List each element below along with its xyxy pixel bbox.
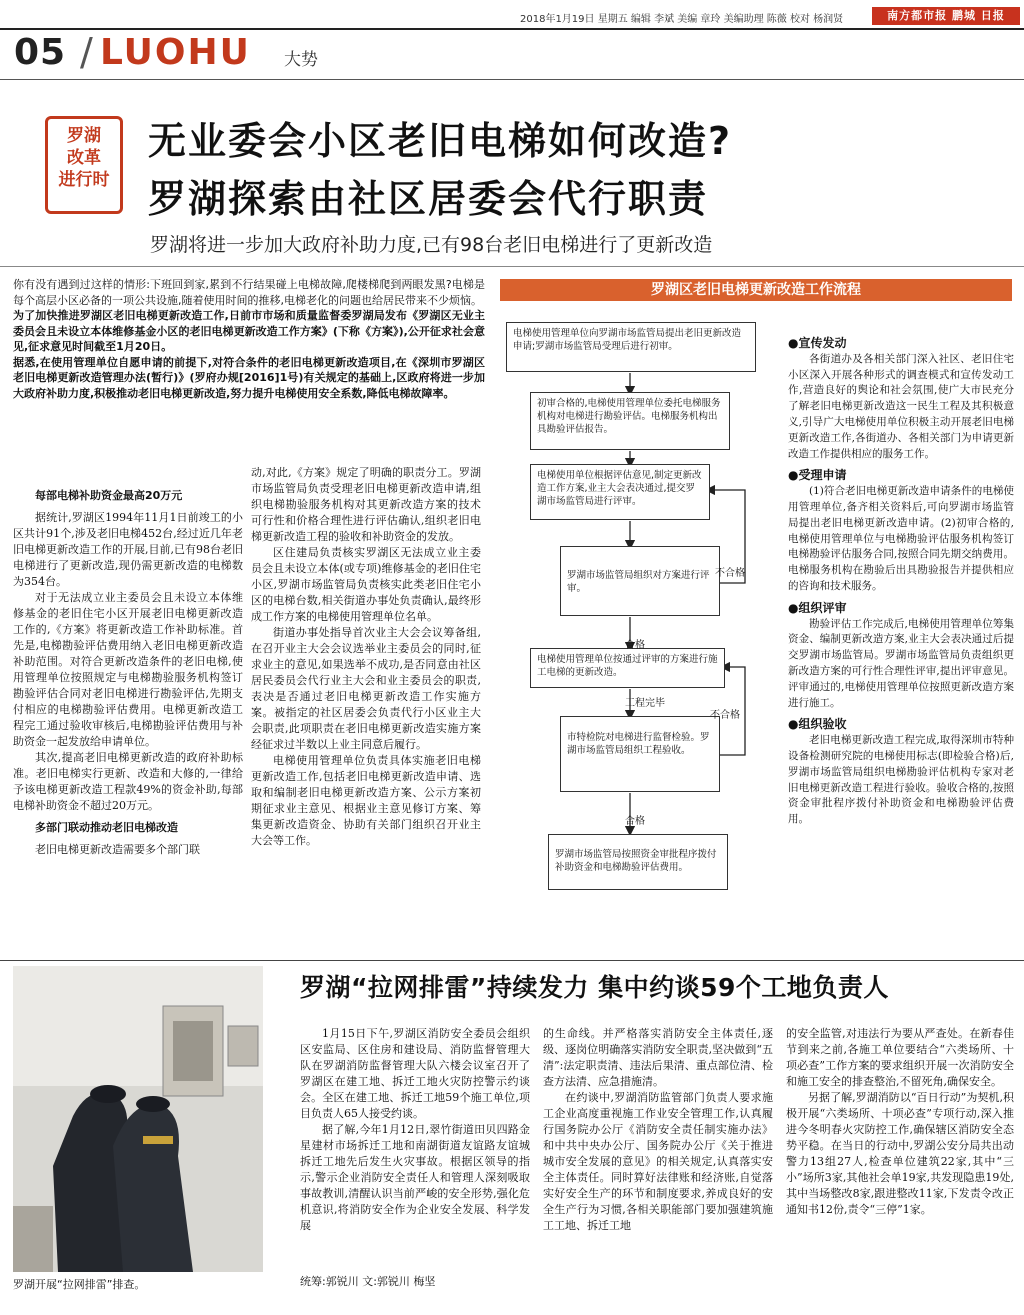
process-text: 各街道办及各相关部门深入社区、老旧住宅小区深入开展各种形式的调查模式和宣传发动工作,营造良好的舆论和社会氛围,使广大市民充分了解老旧电梯更新改造这一民生工程及其积极意义,引导广大电梯使用单位积极主动开展老旧电梯更新改造工作,各街道办、各相关部门为申请更新改造工作提供相应的服务工作。 bbox=[788, 352, 1014, 460]
body-paragraph: 区住建局负责核实罗湖区无法成立业主委员会且未设立本体(或专项)维修基金的老旧住宅小区,罗湖市场监管局负责核实此类老旧住宅小区的电梯台数,相关街道办事处负责确认,最终形成工作方案的电梯使用管理单位名单。 bbox=[251, 546, 481, 623]
subhead: 每部电梯补助资金最高20万元 bbox=[35, 489, 183, 502]
body-paragraph: 老旧电梯更新改造需要多个部门联 bbox=[35, 843, 200, 856]
body-paragraph: 街道办事处指导首次业主大会会议筹备组,在召开业主大会会议选举业主委员会的同时,征求业主的意见,如果选举不成功,是否同意由社区居民委员会代行业主大会和业主委员会的职责,表决是否通过老旧电梯更新改造工作实施方案。被指定的社区居委会负责代行小区业主大会职责,此项职责在老旧电梯更新改造实施方案经征求过半数以上业主同意后履行。 bbox=[251, 626, 481, 751]
lead-paragraph: 你有没有遇到过这样的情形:下班回到家,累到不行结果碰上电梯故障,爬楼梯爬到两眼发黑?电梯是每个高层小区必备的一项公共设施,随着使用时间的推移,电梯老化的问题也给居民带来不少烦恼。 bbox=[13, 278, 485, 307]
flow-step-payment: 罗湖市场监管局按照资金审批程序拨付补助资金和电梯勘验评估费用。 bbox=[548, 834, 728, 890]
process-heading: ●组织验收 bbox=[788, 717, 847, 732]
flow-label-pass: 合格 bbox=[625, 816, 645, 827]
headline-line-1: 无业委会小区老旧电梯如何改造? bbox=[148, 119, 733, 163]
flow-step-survey: 初审合格的,电梯使用管理单位委托电梯服务机构对电梯进行勘验评估。电梯服务机构出具勘验评估报告。 bbox=[530, 392, 730, 450]
process-heading: ●宣传发动 bbox=[788, 336, 847, 350]
body-paragraph: 另据了解,罗湖消防以“百日行动”为契机,积极开展“六类场所、十项必查”专项行动,深入推进今冬明春火灾防控工作,确保辖区消防安全态势平稳。在当日的行动中,罗湖公安分局共出动警力13组27人,检查单位建筑22家,其中“三小”场所3家,其他社会单19家,共发现隐患19处,其中当场整改8家,跟进整改11家,下发责令改正通知书12份,责令“三停”1家。 bbox=[786, 1091, 1014, 1216]
reform-seal bbox=[45, 116, 123, 214]
body-paragraph: 对于无法成立业主委员会且未设立本体维修基金的老旧住宅小区开展老旧电梯更新改造工作的,《方案》将更新改造工作补助标准。首先是,电梯勘验评估费用纳入老旧电梯更新改造补助范围。对符合更新改造条件的老旧电梯,使用管理单位按照规定与电梯勘验服务机构签订勘验评估合同对老旧电梯进行勘验评估,先期支付相应的电梯勘验评估费用。电梯更新改造工程完工通过验收审核后,电梯勘验评估费用与补助资金一起发放给申请单位。 bbox=[13, 591, 243, 748]
inspection-photo bbox=[13, 966, 263, 1272]
body-paragraph: 电梯使用管理单位负责具体实施老旧电梯更新改造工作,包括老旧电梯更新改造申请、选取和编制老旧电梯更新改造方案、公示方案初期征求业主意见、根据业主意见修订方案、筹集更新改造资金、协助有关部门组织召开业主大会等工作。 bbox=[251, 754, 481, 847]
flow-step-inspection: 市特检院对电梯进行监督检验。罗湖市场监管局组织工程验收。 bbox=[560, 716, 720, 792]
lead-paragraph: 据悉,在使用管理单位自愿申请的前提下,对符合条件的老旧电梯更新改造项目,在《深圳市罗湖区老旧电梯更新改造管理办法(暂行)》(罗府办规[2016]1号)有关规定的基础上,区政府将进一步加大政府补助力度,积极推动老旧电梯更新改造,努力提升电梯使用安全系数,降低电梯故障率。 bbox=[13, 355, 485, 400]
process-text: 老旧电梯更新改造工程完成,取得深圳市特种设备检测研究院的电梯使用标志(即检验合格)后,罗湖市场监管局组织电梯勘验评估机构专家对老旧电梯更新改造工程进行验收。验收合格的,按照资金审批程序拨付补助资金和电梯勘验评估费用。 bbox=[788, 734, 1014, 826]
story2-column-3 bbox=[786, 1026, 1014, 1218]
flow-label-fail: 不合格 bbox=[715, 568, 745, 579]
top-rule bbox=[0, 28, 1024, 30]
body-paragraph: 据了解,今年1月12日,翠竹街道田贝四路金星建材市场拆迁工地和南湖街道友谊路友谊城拆迁工地先后发生火灾事故。根据区领导的指示,警示企业消防安全责任人和管理人深刻吸取事故教训,清醒认识当前严峻的安全形势,强化危机意识,将消防安全作为企业安全发展、科学发展 bbox=[300, 1123, 530, 1232]
story2-column-1 bbox=[300, 1026, 530, 1234]
body-paragraph: 在约谈中,罗湖消防监管部门负责人要求施工企业高度重视施工作业安全管理工作,认真履行国务院办公厅《消防安全责任制实施办法》和中共中央办公厅、国务院办公厅《关于推进城市安全发展的意见》的相关规定,认真落实安全主体责任。同时算好法律账和经济账,自觉落实好安全生产的环节和制度要求,养成良好的安全生产行为习惯,各相关职能部门要加强建筑施工工地、拆迁工地 bbox=[543, 1091, 773, 1232]
lead-paragraph: 为了加快推进罗湖区老旧电梯更新改造工作,日前市市场和质量监督委罗湖局发布《罗湖区无业主委员会且未设立本体维修基金小区的老旧电梯更新改造工作方案》(下称《方案》),公开征求社会意见,征求意见时间截至1月20日。 bbox=[13, 309, 485, 353]
flow-label-done: 工程完毕 bbox=[625, 698, 665, 709]
process-heading: ●受理申请 bbox=[788, 468, 847, 483]
body-paragraph: 其次,提高老旧电梯更新改造的政府补助标准。老旧电梯实行更新、改造和大修的,一律给予该电梯更新改造工程款49%的资金补助,每部电梯补助资金不超过20万元。 bbox=[13, 751, 243, 812]
subhead: 多部门联动推动老旧电梯改造 bbox=[35, 821, 178, 834]
process-text: (1)符合老旧电梯更新改造申请条件的电梯使用管理单位,备齐相关资料后,可向罗湖市场监管局提出老旧电梯更新改造申请。(2)初审合格的,电梯使用管理单位与电梯勘验评估服务机构签订电梯勘验评估服务合同,按照合同先期交纳费用。电梯服务机构在勘验后出具勘验报告并提供相应的咨询和技术服务。 bbox=[788, 485, 1014, 592]
body-paragraph: 据统计,罗湖区1994年11月1日前竣工的小区共计91个,涉及老旧电梯452台,经过近几年老旧电梯更新改造工作的开展,目前,已有98台老旧电梯进行了更新改造,现仍需更新改造的电梯数为354台。 bbox=[13, 511, 243, 588]
story2-headline: 罗湖“拉网排雷”持续发力 集中约谈59个工地负责人 bbox=[300, 973, 889, 1002]
story-divider bbox=[0, 960, 1024, 961]
section-name: LUOHU bbox=[100, 32, 251, 73]
flow-step-review: 罗湖市场监管局组织对方案进行评审。 bbox=[560, 546, 720, 616]
flowchart-title: 罗湖区老旧电梯更新改造工作流程 bbox=[500, 279, 1012, 301]
body-paragraph: 1月15日下午,罗湖区消防安全委员会组织区安监局、区住房和建设局、消防监督管理大队在罗湖消防监督管理大队六楼会议室召开了罗湖区在建工地、拆迁工地火灾防控警示约谈会。全区在建工地、拆迁工地59个施工单位,项目负责人65人接受约谈。 bbox=[300, 1027, 530, 1120]
seal-line-2: 改革 bbox=[67, 148, 101, 168]
body-paragraph: 的生命线。并严格落实消防安全主体责任,逐级、逐岗位明确落实消防安全职责,坚决做到“五清”:法定职责清、违法后果清、重点部位清、检查方法清、应急措施清。 bbox=[543, 1027, 773, 1088]
body-paragraph: 的安全监管,对违法行为要从严查处。在新春佳节到来之前,各施工单位要结合“六类场所、十项必查”工作方案的要求组织开展一次消防安全和施工安全的排查整治,不留死角,确保安全。 bbox=[786, 1027, 1014, 1088]
flow-label-fail: 不合格 bbox=[710, 710, 740, 721]
body-column-1 bbox=[13, 488, 243, 858]
story2-column-2 bbox=[543, 1026, 773, 1234]
headline-line-2: 罗湖探索由社区居委会代行职责 bbox=[148, 177, 709, 221]
slash-divider: / bbox=[80, 30, 93, 74]
masthead-rule bbox=[0, 79, 1024, 80]
seal-line-3: 进行时 bbox=[58, 170, 110, 190]
page-meta: 2018年1月19日 星期五 编辑 李斌 美编 章玲 美编助理 陈薇 校对 杨润贤 bbox=[520, 14, 844, 25]
process-heading: ●组织评审 bbox=[788, 600, 847, 615]
deck: 罗湖将进一步加大政府补助力度,已有98台老旧电梯进行了更新改造 bbox=[150, 234, 713, 256]
header-rule bbox=[0, 266, 1024, 267]
body-paragraph: 动,对此,《方案》规定了明确的职责分工。罗湖市场监管局负责受理老旧电梯更新改造申请,组织电梯勘验服务机构对其更新改造方案的技术可行性和价格合理性进行评估确认,组织老旧电梯更新改造工程的验收和补助资金的发放。 bbox=[251, 466, 481, 543]
flow-step-construction: 电梯使用管理单位按通过评审的方案进行施工电梯的更新改造。 bbox=[530, 648, 725, 688]
seal-line-1: 罗湖 bbox=[67, 126, 101, 146]
process-text: 勘验评估工作完成后,电梯使用管理单位筹集资金、编制更新改造方案,业主大会表决通过后提交罗湖市场监管局。罗湖市场监管局负责组织更新改造方案的可行性合理性评审,提出评审意见。评审通过的,电梯使用管理单位按照更新改造方案进行施工。 bbox=[788, 617, 1014, 709]
byline: 统筹:郭锐川 文:郭锐川 梅坚 bbox=[300, 1275, 436, 1288]
process-notes-column bbox=[788, 330, 1014, 828]
paper-logo: 南方都市报 鹏城 日报 bbox=[872, 7, 1020, 25]
photo-caption: 罗湖开展“拉网排雷”排查。 bbox=[13, 1278, 146, 1291]
body-column-2 bbox=[251, 465, 481, 849]
flow-step-apply: 电梯使用管理单位向罗湖市场监管局提出老旧更新改造申请;罗湖市场监管局受理后进行初审。 bbox=[506, 322, 756, 372]
page-number: 05 bbox=[14, 32, 67, 73]
section-sub: 大势 bbox=[284, 50, 318, 70]
flow-label-pass: 合格 bbox=[625, 640, 645, 651]
flow-step-plan: 电梯使用单位根据评估意见,制定更新改造工作方案,业主大会表决通过,提交罗湖市场监管局进行评审。 bbox=[530, 464, 710, 520]
lead-text bbox=[13, 277, 485, 401]
